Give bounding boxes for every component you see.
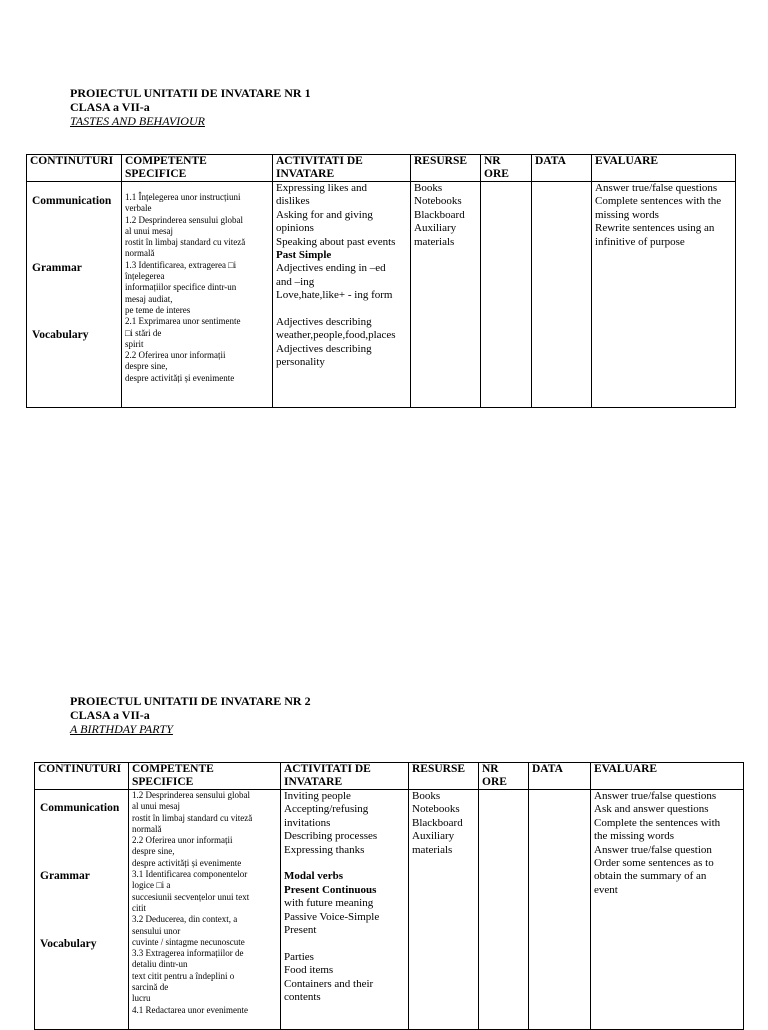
competence-line: 2.2 Oferirea unor informații bbox=[132, 835, 233, 846]
activity-line bbox=[284, 937, 405, 950]
competence-line: 1.1 Înțelegerea unor instrucțiuni bbox=[125, 192, 241, 202]
competence-line: rostit în limbaj standard cu viteză bbox=[125, 237, 246, 248]
competence-line: informațiilor specifice dintr-un bbox=[125, 282, 237, 293]
evaluation-line: Answer true/false questions bbox=[594, 790, 717, 802]
activity-line: Passive Voice-Simple bbox=[284, 910, 380, 923]
competence-line: normală bbox=[125, 248, 155, 259]
competence-line: normală bbox=[132, 823, 162, 834]
col-header-activitati: ACTIVITATI DE INVATARE bbox=[281, 763, 409, 790]
unit1-class: CLASA a VII-a bbox=[70, 100, 150, 114]
competence-line: despre activități și evenimente bbox=[125, 372, 235, 383]
resource-line: Blackboard bbox=[414, 208, 465, 221]
unit1-theme: TASTES AND BEHAVIOUR bbox=[70, 114, 205, 128]
col-header-competente: COMPETENTE SPECIFICE bbox=[129, 763, 281, 790]
resource-line: materials bbox=[412, 843, 453, 856]
unit2-competences-cell bbox=[129, 790, 281, 1030]
unit1-header bbox=[70, 86, 311, 128]
competence-line: text citit pentru a îndeplini o bbox=[132, 970, 235, 981]
col-header-continuturi: CONTINUTURI bbox=[27, 155, 122, 182]
col-header-data: DATA bbox=[532, 155, 592, 182]
evaluation-line: event bbox=[594, 883, 618, 896]
activity-line: Present bbox=[284, 924, 317, 937]
evaluation-line: infinitive of purpose bbox=[595, 235, 685, 248]
activity-line: Parties bbox=[284, 950, 314, 963]
activity-line: Asking for and giving bbox=[276, 208, 373, 221]
activity-line: Food items bbox=[284, 964, 334, 977]
activity-line: Speaking about past events bbox=[276, 235, 396, 248]
activity-line: Modal verbs bbox=[284, 870, 343, 883]
evaluation-line: missing words bbox=[595, 208, 659, 221]
col-header-activitati: ACTIVITATI DE INVATARE bbox=[273, 155, 411, 182]
competence-line: □i stări de bbox=[125, 327, 162, 338]
activity-line: Past Simple bbox=[276, 249, 332, 262]
competence-line: pe teme de interes bbox=[125, 304, 191, 315]
competence-line: detaliu dintr-un bbox=[132, 959, 188, 970]
unit2-title: PROIECTUL UNITATII DE INVATARE NR 2 bbox=[70, 694, 311, 708]
competence-line: 2.1 Exprimarea unor sentimente bbox=[125, 316, 241, 327]
competence-line: rostit în limbaj standard cu viteză bbox=[132, 812, 253, 823]
unit1-hours-cell bbox=[481, 182, 532, 408]
competence-line: citit bbox=[132, 902, 146, 913]
col-header-resurse: RESURSE bbox=[409, 763, 479, 790]
content-vocabulary: Vocabulary bbox=[40, 938, 97, 950]
unit1-date-cell bbox=[532, 182, 592, 408]
activity-line: invitations bbox=[284, 816, 331, 829]
competence-line: spirit bbox=[125, 338, 144, 349]
unit2-evaluation-cell bbox=[591, 790, 744, 1030]
content-grammar: Grammar bbox=[40, 870, 90, 882]
col-header-data: DATA bbox=[529, 763, 591, 790]
competence-line: 1.2 Desprinderea sensului global bbox=[132, 790, 250, 800]
unit1-resources-cell bbox=[411, 182, 481, 408]
activity-line: Love,hate,like+ - ing form bbox=[276, 289, 393, 302]
unit2-content-cell bbox=[35, 790, 129, 1030]
activity-line: Present Continuous bbox=[284, 883, 377, 896]
evaluation-line: Complete the sentences with bbox=[594, 816, 721, 829]
activity-line: Expressing thanks bbox=[284, 843, 365, 856]
competence-line: 4.1 Redactarea unor evenimente bbox=[132, 1004, 248, 1015]
content-grammar: Grammar bbox=[32, 262, 82, 274]
evaluation-line: Complete sentences with the bbox=[595, 195, 722, 208]
competence-line: despre sine, bbox=[125, 361, 168, 372]
col-header-competente: COMPETENTE SPECIFICE bbox=[122, 155, 273, 182]
evaluation-line: Answer true/false questions bbox=[595, 182, 718, 194]
competence-line: sensului unor bbox=[132, 925, 181, 936]
competence-line: al unui mesaj bbox=[132, 801, 180, 812]
resource-line: Auxiliary bbox=[414, 222, 457, 235]
competence-line: al unui mesaj bbox=[125, 225, 173, 236]
activity-line: contents bbox=[284, 991, 321, 1004]
competence-line: 1.2 Desprinderea sensului global bbox=[125, 214, 243, 225]
resource-line: Blackboard bbox=[412, 816, 463, 829]
evaluation-line: Rewrite sentences using an bbox=[595, 222, 715, 235]
evaluation-line: Answer true/false question bbox=[594, 843, 712, 856]
activity-line: with future meaning bbox=[284, 897, 374, 910]
resource-line: Notebooks bbox=[414, 195, 462, 208]
competence-line: logice □i a bbox=[132, 880, 171, 891]
resource-line: materials bbox=[414, 235, 455, 248]
activity-line: Adjectives describing bbox=[276, 342, 372, 355]
activity-line: Describing processes bbox=[284, 830, 378, 843]
activity-line: Expressing likes and bbox=[276, 182, 368, 194]
col-header-evaluare: EVALUARE bbox=[591, 763, 744, 790]
activity-line: personality bbox=[276, 356, 325, 369]
activity-line bbox=[276, 303, 407, 316]
content-communication: Communication bbox=[32, 195, 112, 207]
unit1-header-row bbox=[27, 155, 736, 182]
activity-line: dislikes bbox=[276, 195, 310, 208]
resource-line: Books bbox=[412, 790, 441, 802]
unit1-competences-cell bbox=[122, 182, 273, 408]
resource-line: Notebooks bbox=[412, 803, 460, 816]
unit2-theme: A BIRTHDAY PARTY bbox=[70, 722, 173, 736]
unit2-table bbox=[34, 762, 744, 1030]
competence-line: 3.1 Identificarea componentelor bbox=[132, 869, 248, 880]
unit1-activities-cell bbox=[273, 182, 411, 408]
competence-line: lucru bbox=[132, 993, 151, 1004]
competence-line: succesiunii secvențelor unui text bbox=[132, 891, 250, 902]
content-communication: Communication bbox=[40, 802, 120, 814]
col-header-nr-ore: NR ORE bbox=[481, 155, 532, 182]
activity-line: opinions bbox=[276, 222, 314, 235]
col-header-resurse: RESURSE bbox=[411, 155, 481, 182]
unit2-date-cell bbox=[529, 790, 591, 1030]
unit2-activities-cell bbox=[281, 790, 409, 1030]
competence-line: 2.2 Oferirea unor informații bbox=[125, 350, 226, 361]
evaluation-line: obtain the summary of an bbox=[594, 870, 707, 883]
unit1-body-row bbox=[27, 182, 736, 408]
competence-line: sarcină de bbox=[132, 982, 169, 993]
unit1-content-cell bbox=[27, 182, 122, 408]
activity-line: and –ing bbox=[276, 275, 315, 288]
unit1-table bbox=[26, 154, 736, 408]
competence-line: înțelegerea bbox=[125, 271, 165, 282]
unit1-evaluation-cell bbox=[592, 182, 736, 408]
unit2-header-row bbox=[35, 763, 744, 790]
unit2-header bbox=[70, 694, 311, 736]
col-header-continuturi: CONTINUTURI bbox=[35, 763, 129, 790]
competence-line: cuvinte / sintagme necunoscute bbox=[132, 936, 245, 947]
activity-line: Adjectives ending in –ed bbox=[276, 262, 386, 275]
resource-line: Auxiliary bbox=[412, 830, 455, 843]
unit1-title: PROIECTUL UNITATII DE INVATARE NR 1 bbox=[70, 86, 311, 100]
resource-line: Books bbox=[414, 182, 443, 194]
activity-line bbox=[284, 857, 405, 870]
evaluation-line: the missing words bbox=[594, 830, 675, 843]
unit2-body-row bbox=[35, 790, 744, 1030]
activity-line: weather,people,food,places bbox=[276, 329, 396, 342]
unit2-hours-cell bbox=[479, 790, 529, 1030]
activity-line: Adjectives describing bbox=[276, 316, 372, 329]
unit2-class: CLASA a VII-a bbox=[70, 708, 150, 722]
col-header-evaluare: EVALUARE bbox=[592, 155, 736, 182]
activity-line: Inviting people bbox=[284, 790, 351, 802]
col-header-nr-ore: NR ORE bbox=[479, 763, 529, 790]
activity-line: Accepting/refusing bbox=[284, 803, 369, 816]
activity-line: Containers and their bbox=[284, 977, 374, 990]
competence-line: 3.2 Deducerea, din context, a bbox=[132, 914, 238, 925]
unit2-resources-cell bbox=[409, 790, 479, 1030]
competence-line: verbale bbox=[125, 203, 152, 214]
competence-line: 1.3 Identificarea, extragerea □i bbox=[125, 259, 237, 270]
evaluation-line: Ask and answer questions bbox=[594, 803, 709, 816]
content-vocabulary: Vocabulary bbox=[32, 329, 89, 341]
competence-line: 3.3 Extragerea informațiilor de bbox=[132, 948, 244, 959]
competence-line: mesaj audiat, bbox=[125, 293, 173, 304]
competence-line: despre activități și evenimente bbox=[132, 857, 242, 868]
competence-line: despre sine, bbox=[132, 846, 175, 857]
evaluation-line: Order some sentences as to bbox=[594, 857, 714, 870]
